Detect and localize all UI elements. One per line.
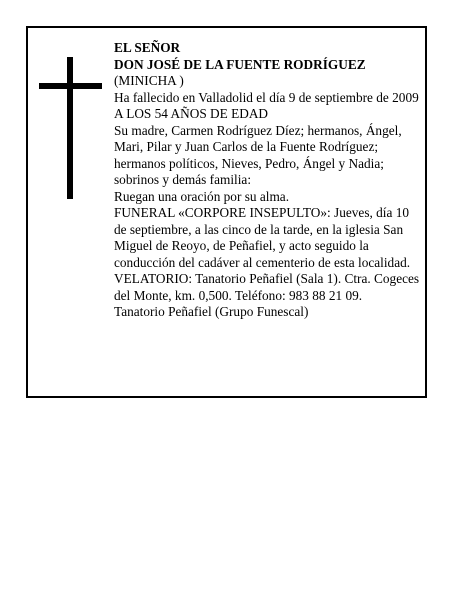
nickname: (MINICHA ) (114, 73, 184, 88)
funeral-details: FUNERAL «CORPORE INSEPULTO»: Jueves, día 10 de septiembre, a las cinco de la tarde, en la iglesia San Miguel de Reoyo, de Peñafiel, y acto seguido la conducción del cadáver al cementerio de esta localidad. (114, 205, 411, 270)
obituary-text (114, 40, 424, 321)
cross-vertical-bar (67, 57, 73, 199)
obituary-notice (26, 26, 427, 398)
cross-horizontal-bar (39, 83, 102, 89)
age-line: A LOS 54 AÑOS DE EDAD (114, 106, 269, 121)
family-list: Su madre, Carmen Rodríguez Díez; hermanos, Ángel, Mari, Pilar y Juan Carlos de la Fuente Rodríguez; hermanos políticos, Nieves, Pedro, Ángel y Nadia; sobrinos y demás familia: (114, 122, 402, 187)
deceased-name: DON JOSÉ DE LA FUENTE RODRÍGUEZ (114, 56, 366, 72)
prayer-request: Ruegan una oración por su alma. (114, 188, 290, 204)
funeral-home: Tanatorio Peñafiel (Grupo Funescal) (114, 304, 309, 319)
title-line: EL SEÑOR (114, 40, 181, 55)
death-statement: Ha fallecido en Valladolid el día 9 de septiembre de 2009 (114, 89, 419, 105)
velatorio-details: VELATORIO: Tanatorio Peñafiel (Sala 1). Ctra. Cogeces del Monte, km. 0,500. Teléfono: 983 88 21 09. (114, 271, 420, 303)
